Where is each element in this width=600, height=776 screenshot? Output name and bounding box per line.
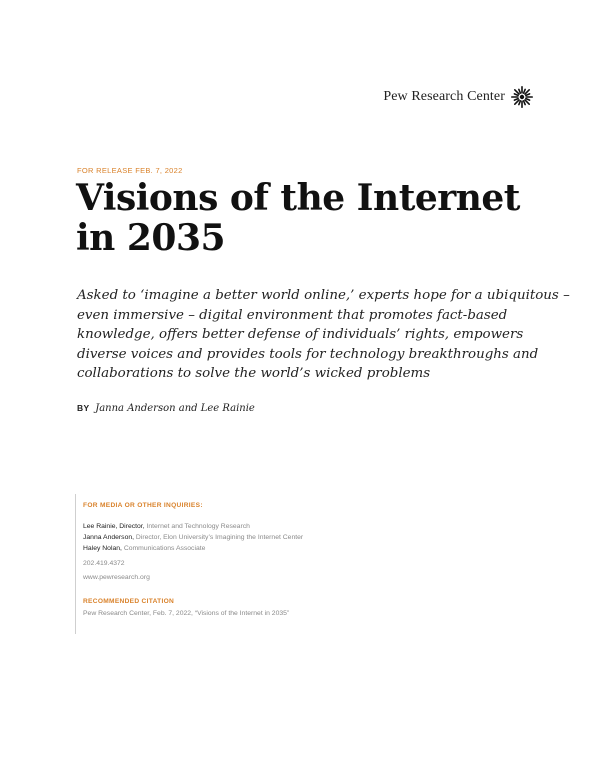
contact-name: Janna Anderson, <box>83 534 135 541</box>
contact-person <box>83 543 303 554</box>
contact-role: Internet and Technology Research <box>146 523 250 530</box>
byline <box>77 403 255 414</box>
contact-role: Director, Elon University’s Imagining the Internet Center <box>135 534 304 541</box>
contact-heading: FOR MEDIA OR OTHER INQUIRIES: <box>83 502 203 509</box>
citation-heading: RECOMMENDED CITATION <box>83 598 175 605</box>
contact-name: Haley Nolan, <box>83 545 122 552</box>
contact-person <box>83 521 303 532</box>
website-link[interactable]: www.pewresearch.org <box>83 574 150 581</box>
pew-sunburst-logo-icon <box>511 86 533 108</box>
page-title: Visions of the Internet in 2035 <box>76 177 520 259</box>
contact-box <box>75 494 303 634</box>
subtitle: Asked to ‘imagine a better world online,’ experts hope for a ubiquitous – even immersive – digital environment that promotes fact-based knowledge, offers better defense of individuals’ rights, empowers diverse voices and provides tools for technology breakthroughs and collaborations to solve the world’s wicked problems <box>77 288 570 381</box>
contact-list <box>83 521 303 554</box>
org-name: Pew Research Center <box>383 89 505 104</box>
contact-person <box>83 532 303 543</box>
citation-text: Pew Research Center, Feb. 7, 2022, “Visions of the Internet in 2035” <box>83 610 290 617</box>
contact-name: Lee Rainie, Director, <box>83 523 145 530</box>
brand-header <box>383 86 533 108</box>
byline-prefix: BY <box>77 403 90 413</box>
release-date: FOR RELEASE FEB. 7, 2022 <box>77 166 183 175</box>
contact-role: Communications Associate <box>123 545 206 552</box>
contact-phone: 202.419.4372 <box>83 560 125 567</box>
byline-authors: Janna Anderson and Lee Rainie <box>95 403 255 414</box>
